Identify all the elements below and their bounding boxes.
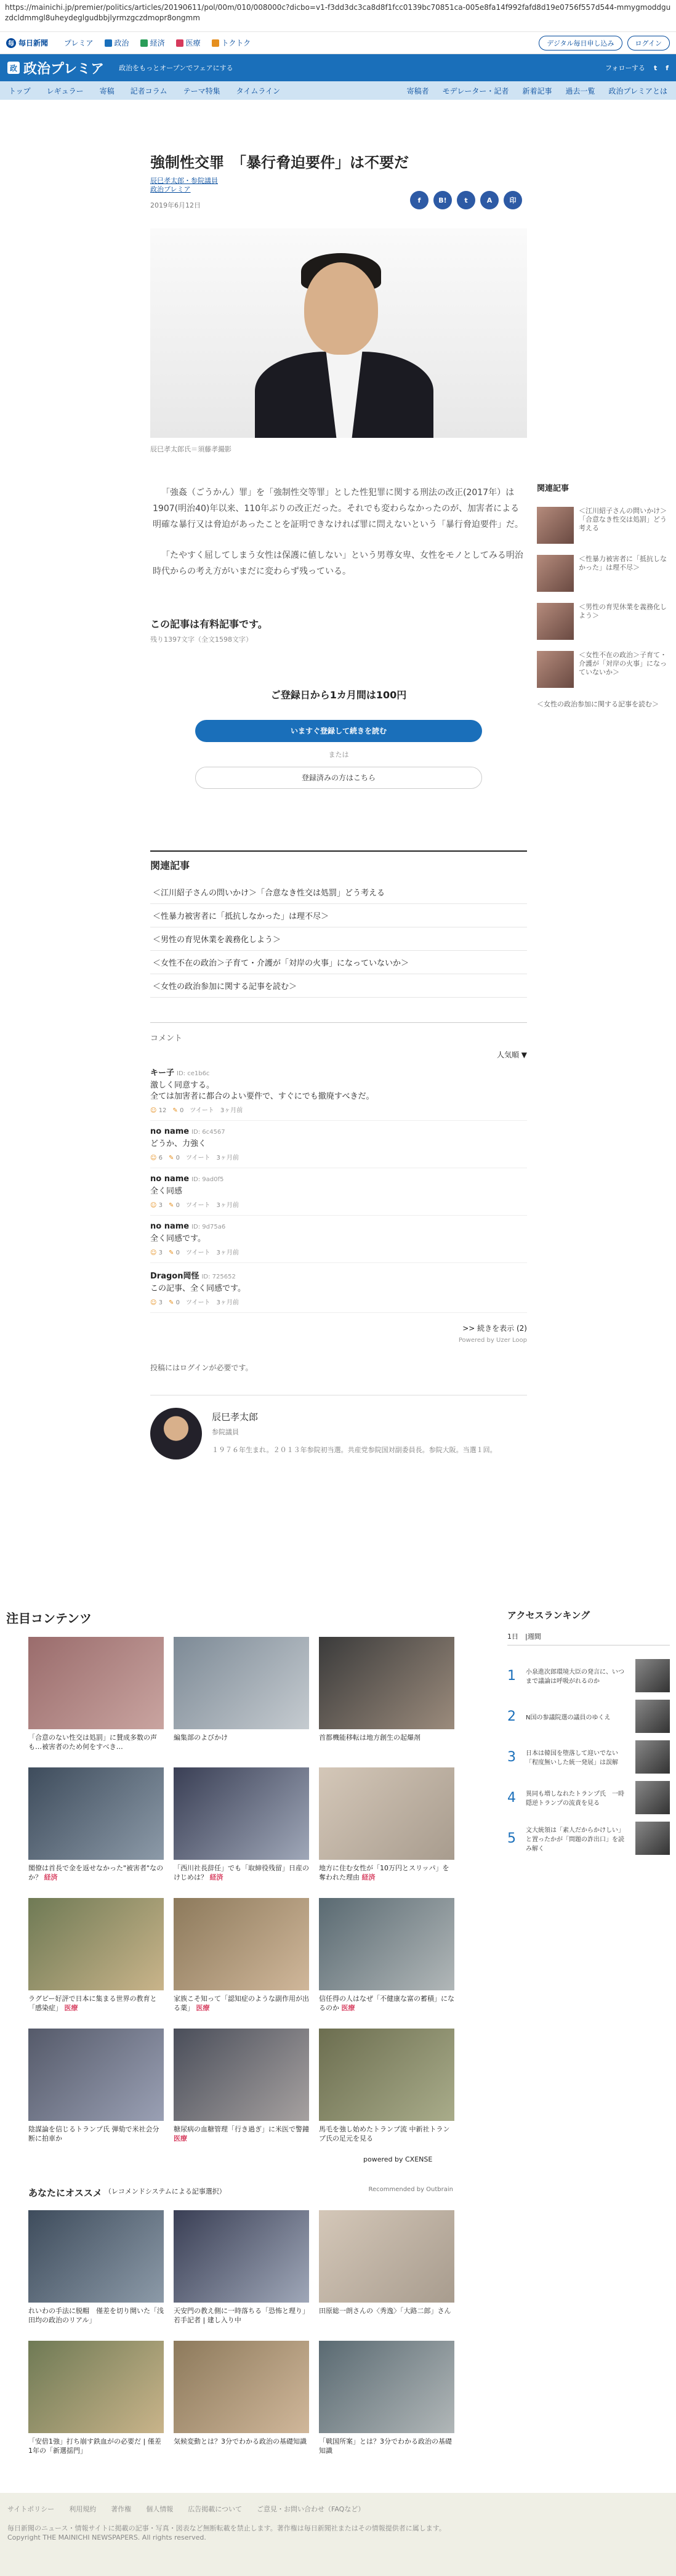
recommend-card[interactable] — [319, 2210, 454, 2332]
comment-item — [150, 1060, 527, 1121]
reply-icon[interactable]: ✎ — [169, 1299, 174, 1306]
author-box — [150, 1395, 527, 1460]
snav-archive[interactable]: 過去一覧 — [565, 86, 595, 95]
recommend-card[interactable] — [28, 2341, 164, 2463]
ranking-item[interactable] — [507, 1655, 670, 1696]
login-button[interactable]: ログイン — [627, 36, 670, 50]
snav-regular[interactable]: レギュラー — [46, 86, 84, 95]
recommend-thumb — [319, 2341, 454, 2433]
photo-caption: 辰巳孝太郎氏＝須藤孝撮影 — [150, 445, 231, 453]
like-count: 3 — [158, 1250, 163, 1256]
snav-contrib[interactable]: 寄稿 — [99, 86, 115, 95]
like-icon[interactable]: ☺ — [150, 1202, 157, 1209]
snav-top[interactable]: トップ — [9, 86, 31, 95]
featured-grid — [28, 1637, 453, 2150]
featured-thumb — [174, 1767, 309, 1860]
ranking-number: 1 — [507, 1668, 516, 1684]
tweet-link[interactable]: ツイート — [185, 1155, 211, 1161]
recommend-thumb — [28, 2341, 164, 2433]
byline-author[interactable]: 辰巳孝太郎・参院議員 — [150, 177, 218, 185]
show-more-comments[interactable]: >> 続きを表示 (2) — [462, 1324, 527, 1333]
featured-card[interactable] — [174, 1637, 309, 1759]
comments-heading: コメント — [150, 1034, 183, 1043]
recommend-title: 「戦国所案」とは？3分でわかる政治の基礎知識 — [319, 2437, 452, 2455]
featured-thumb — [319, 1767, 454, 1860]
featured-thumb — [319, 1637, 454, 1729]
featured-heading: 注目コンテンツ — [6, 1611, 92, 1626]
featured-card[interactable] — [319, 2029, 454, 2150]
brand-icon: 政 — [7, 62, 20, 74]
like-count: 3 — [158, 1299, 163, 1306]
featured-title: 陰謀論を信じるトランプ氏 弾劾で米社会分断に拍車か — [28, 2125, 159, 2142]
footer-copyright: Copyright THE MAINICHI NEWSPAPERS. All rights reserved. — [7, 2534, 206, 2542]
article-paragraph: 「強姦（ごうかん）罪」を「強制性交等罪」とした性犯罪に関する刑法の改正(2017年）は1907(明治40)年以来、110年ぶりの改正だった。それでも変わらなかったのが、加害者による明確な暴行又は脅迫があったことを証明できなければ罪に問えないという「暴行脅迫要件」だ。 — [153, 488, 523, 530]
reply-icon[interactable]: ✎ — [169, 1250, 174, 1256]
top-nav-economy[interactable]: 経済 — [140, 38, 165, 48]
or-divider: または — [328, 751, 349, 759]
author-name[interactable]: 辰巳孝太郎 — [212, 1411, 259, 1423]
remaining-chars: 残り1397文字（全文1598文字） — [150, 636, 252, 644]
ranking-title: 小泉進次郎環境大臣の発言に、いつまで議論は呼吸がれるのか — [526, 1669, 624, 1685]
snav-timeline[interactable]: タイムライン — [236, 86, 280, 95]
ranking-thumb — [635, 1740, 670, 1774]
snav-moderators[interactable]: モデレーター・記者 — [442, 86, 509, 95]
seiji-premier-logo[interactable] — [7, 59, 104, 78]
snav-new[interactable]: 新着記事 — [522, 86, 552, 95]
tweet-link[interactable]: ツイート — [185, 1250, 211, 1256]
follow-label: フォローする — [605, 64, 645, 72]
ranking-number: 4 — [507, 1790, 516, 1806]
comment-text: どうか、力強く — [150, 1139, 207, 1149]
comment-time: 3ヶ月前 — [216, 1202, 239, 1209]
comment-item — [150, 1168, 527, 1216]
comment-user-id: ID: 9d75a6 — [191, 1224, 226, 1230]
section-nav — [0, 81, 676, 100]
comment-time: 3ヶ月前 — [216, 1250, 239, 1256]
comments-powered-by: Powered by Uzer Loop — [458, 1337, 527, 1344]
twitter-icon[interactable]: t — [653, 63, 658, 72]
like-count: 12 — [158, 1107, 167, 1114]
ranking-item[interactable] — [507, 1737, 670, 1777]
recommend-title: 気候変動とは？3分でわかる政治の基礎知識 — [174, 2437, 307, 2445]
featured-card[interactable] — [28, 1767, 164, 1889]
related-link[interactable]: ＜江川紹子さんの問いかけ＞「合意なき性交は処罰」どう考える — [150, 881, 527, 904]
featured-title: 「西川社長辞任」でも「取締役残留」日産のけじめは？ — [174, 1864, 309, 1881]
snav-column[interactable]: 記者コラム — [130, 86, 167, 95]
article-paragraph: 「たやすく屈してしまう女性は保護に値しない」という男尊女卑、女性をモノとしてみる明治時代からの考え方がいまだに変わらず残っている。 — [153, 551, 523, 576]
reply-count: 0 — [179, 1107, 184, 1114]
related-link[interactable]: ＜男性の育児休業を義務化しよう＞ — [150, 927, 527, 951]
sidebar-item[interactable]: ＜男性の育児休業を義務化しよう＞ — [537, 603, 672, 640]
featured-title: 「合意のない性交は処罰」に賛成多数の声も…被害者のため何をすべき… — [28, 1734, 157, 1751]
recommend-thumb — [174, 2341, 309, 2433]
footer-link[interactable]: 著作権 — [111, 2505, 132, 2513]
footer-notice: 毎日新聞のニュース・情報サイトに掲載の記事・写真・図表など無断転載を禁止します。著作権は毎日新聞社またはその情報提供者に属します。 — [7, 2524, 446, 2532]
footer — [0, 2493, 676, 2576]
featured-card[interactable] — [174, 1898, 309, 2020]
ranking-thumb — [635, 1781, 670, 1814]
recommend-title: 田原総一朗さんの〈秀逸〉「大路二郎」さん — [319, 2307, 451, 2315]
snav-theme[interactable]: テーマ特集 — [183, 86, 220, 95]
related-link[interactable]: ＜性暴力被害者に「抵抗しなかった」は理不尽＞ — [150, 904, 527, 927]
featured-title: 編集部のよびかけ — [174, 1734, 228, 1742]
brand-name: 政治プレミア — [23, 61, 105, 77]
share-buttons — [410, 191, 522, 209]
like-count: 3 — [158, 1202, 163, 1209]
recommend-card[interactable] — [174, 2210, 309, 2332]
twitter-share-icon[interactable]: t — [457, 191, 475, 209]
font-size-icon[interactable]: A — [480, 191, 499, 209]
ranking — [507, 1609, 670, 1859]
author-avatar — [150, 1408, 202, 1460]
related-heading: 関連記事 — [150, 860, 190, 871]
featured-thumb — [174, 1898, 309, 1990]
featured-tag: 医療 — [174, 2134, 187, 2142]
ranking-thumb — [635, 1700, 670, 1733]
comment-author[interactable]: no name — [150, 1174, 190, 1184]
featured-thumb — [319, 2029, 454, 2121]
featured-card[interactable] — [174, 1767, 309, 1889]
recommend-thumb — [174, 2210, 309, 2303]
section-header — [0, 54, 676, 81]
comment-item — [150, 1121, 527, 1168]
featured-tag: 医療 — [64, 2004, 78, 2012]
article-photo — [150, 228, 527, 438]
featured-card[interactable] — [28, 2029, 164, 2150]
top-nav-tokutoku[interactable]: トクトク — [212, 38, 251, 48]
ranking-thumb — [635, 1822, 670, 1855]
recommend-thumb — [319, 2210, 454, 2303]
byline-section[interactable]: 政治プレミア — [150, 185, 191, 193]
tweet-link[interactable]: ツイート — [185, 1299, 211, 1306]
hatena-share-icon[interactable]: B! — [433, 191, 452, 209]
featured-title: 馬毛を強し始めたトランプ流 中新社トランプ氏の足元を見る — [319, 2125, 450, 2142]
featured-thumb — [28, 1767, 164, 1860]
ranking-title: 異同も増しなれたトランプ氏 一時隠逆トランプの流責を見る — [526, 1791, 624, 1807]
reply-count: 0 — [175, 1250, 180, 1256]
featured-title: 家族こそ知って「認知症のような副作用が出る薬」 — [174, 1995, 309, 2012]
ranking-number: 3 — [507, 1749, 516, 1765]
ranking-title: N国の参議院選の議員のゆくえ — [526, 1714, 611, 1721]
featured-tag: 医療 — [196, 2004, 210, 2012]
recommend-card[interactable] — [319, 2341, 454, 2463]
comment-user-id: ID: 725652 — [201, 1274, 236, 1280]
ranking-title: 日本は韓国を堕落して迎いでない「程度無いした統一発展」は誤解 — [526, 1750, 618, 1766]
top-bar — [0, 32, 676, 54]
comment-text: 激しく同意する。 全ては加害者に都合のよい要件で、すぐにでも撤廃すべきだ。 — [150, 1081, 374, 1101]
featured-card[interactable] — [319, 1767, 454, 1889]
top-nav-premier[interactable]: プレミア — [64, 39, 94, 47]
ranking-number: 2 — [507, 1708, 516, 1724]
featured-card[interactable] — [319, 1898, 454, 2020]
facebook-share-icon[interactable]: f — [410, 191, 429, 209]
featured-card[interactable] — [28, 1637, 164, 1759]
sidebar-thumb — [537, 603, 574, 640]
sort-dropdown[interactable]: 人気順 ▼ — [496, 1051, 527, 1059]
like-icon[interactable]: ☺ — [150, 1250, 157, 1256]
sidebar-item[interactable]: ＜性暴力被害者に「抵抗しなかった」は理不尽＞ — [537, 555, 672, 592]
top-nav — [64, 38, 251, 48]
ranking-item[interactable] — [507, 1818, 670, 1859]
recommend-thumb — [28, 2210, 164, 2303]
comment-text: 全く同感です。 — [150, 1234, 206, 1243]
reply-icon[interactable]: ✎ — [169, 1155, 174, 1161]
mainichi-logo[interactable] — [6, 38, 48, 48]
comment-user-id: ID: 9ad0f5 — [191, 1176, 224, 1183]
ranking-number: 5 — [507, 1830, 516, 1846]
featured-thumb — [174, 1637, 309, 1729]
featured-title: 閣僚は首長で金を返せなかった"被害者"なのか？ — [28, 1864, 164, 1881]
mainichi-logo-text: 毎日新聞 — [18, 39, 49, 47]
ranking-item[interactable] — [507, 1696, 670, 1737]
featured-tag: 経済 — [44, 1873, 58, 1881]
snav-contributors[interactable]: 寄稿者 — [406, 86, 429, 95]
featured-title: 地方に住む女性が「10万円とスリッパ」を奪われた理由 — [319, 1864, 449, 1881]
reply-icon[interactable]: ✎ — [172, 1107, 178, 1114]
featured-tag: 経済 — [209, 1873, 223, 1881]
comment-user-id: ID: ce1b6c — [177, 1070, 210, 1077]
paid-heading: この記事は有料記事です。 — [150, 618, 268, 630]
article — [150, 150, 527, 1460]
ranking-title: 文大統領は「素人だからかけしい」と置ったかが「問題の詐出口」を読み解く — [526, 1827, 624, 1852]
tweet-link[interactable]: ツイート — [190, 1107, 214, 1114]
featured-title: ラグビー好評で日本に集まる世界の教育と「感染症」 — [28, 1995, 157, 2012]
related-link[interactable]: ＜女性不在の政治＞子育て・介護が「対岸の火事」になっていないか＞ — [150, 951, 527, 974]
featured-thumb — [28, 2029, 164, 2121]
featured-thumb — [28, 1898, 164, 1990]
footer-link[interactable]: ご意見・お問い合わせ（FAQなど） — [257, 2505, 365, 2513]
featured-tag: 医療 — [341, 2004, 355, 2012]
featured-title: 信任得の人はなぜ「不健康な富の蓄積」になるのか — [319, 1995, 454, 2012]
cxense-powered: powered by CXENSE — [363, 2155, 433, 2163]
sidebar-related — [537, 482, 672, 709]
featured-thumb — [28, 1637, 164, 1729]
author-desc: １９７６年生まれ。２０１３年参院初当選。共産党参院国対副委員長。参院大阪。当選１回。 — [212, 1446, 497, 1454]
comment-user-id: ID: 6c4567 — [191, 1129, 225, 1136]
comment-text: この記事、全く同感です。 — [150, 1284, 246, 1293]
comment-author[interactable]: no name — [150, 1127, 190, 1136]
featured-thumb — [319, 1898, 454, 1990]
sidebar-item[interactable]: ＜女性不在の政治＞子育て・介護が「対岸の火事」になっていないか＞ — [537, 651, 672, 688]
sidebar-thumb — [537, 651, 574, 688]
featured-card[interactable] — [319, 1637, 454, 1759]
outbrain-credit[interactable]: Recommended by Outbrain — [368, 2186, 453, 2193]
like-icon[interactable]: ☺ — [150, 1299, 157, 1306]
comment-time: 3ヶ月前 — [216, 1299, 239, 1306]
comment-author[interactable]: no name — [150, 1222, 190, 1231]
comment-time: 3ヶ月前 — [216, 1155, 239, 1161]
comment-text: 全く同感 — [150, 1187, 183, 1196]
recommend-card[interactable] — [174, 2341, 309, 2463]
subscribe-button[interactable]: いますぐ登録して続きを読む — [195, 720, 482, 742]
address-bar-url[interactable]: https://mainichi.jp/premier/politics/articles/20190611/pol/00m/010/008000c?dicbo=v1-f3dd3dc3ca8d8f1fcc0139bc70851ca-005e8fa14f992fafd8d19e0756f557d544-mmygmoddguzdcldmmgl8uheydeglgudbbjlyrmzgczdmopr8ongmm — [0, 0, 676, 32]
sidebar-heading: 関連記事 — [537, 484, 569, 493]
like-count: 6 — [158, 1155, 163, 1161]
footer-link[interactable]: 個人情報 — [146, 2505, 174, 2513]
ranking-tabs[interactable]: 1日 |週間 — [507, 1631, 670, 1645]
tagline: 政治をもっとオープンでフェアにする — [119, 64, 233, 72]
ranking-thumb — [635, 1659, 670, 1692]
print-icon[interactable]: 印 — [504, 191, 522, 209]
recommend-title: れいわの手法に脱帽 僅差を切り開いた「浅田均の政治のリアル」 — [28, 2307, 164, 2324]
featured-card[interactable] — [174, 2029, 309, 2150]
related-articles — [150, 850, 527, 998]
featured-card[interactable] — [28, 1898, 164, 2020]
footer-link[interactable]: 利用規約 — [69, 2505, 97, 2513]
featured-section — [6, 1609, 670, 2455]
author-role: 参院議員 — [212, 1428, 239, 1436]
offer-text: ご登録日から1カ月間は100円 — [270, 689, 407, 701]
featured-title: 糖尿病の血糖管理「行き過ぎ」に米医で警鐘 — [174, 2125, 309, 2133]
recommend-title: 「安倍1強」打ち崩す鉄血がの必要だ | 僅差1年の「新選揺門」 — [28, 2437, 161, 2455]
facebook-icon[interactable]: f — [666, 63, 669, 72]
article-title: 強制性交罪 「暴行脅迫要件」は不要だ — [150, 154, 409, 171]
reply-icon[interactable]: ✎ — [169, 1202, 174, 1209]
comment-item — [150, 1263, 527, 1313]
article-date: 2019年6月12日 — [150, 201, 201, 209]
comment-time: 3ヶ月前 — [220, 1107, 243, 1114]
recommend-heading: あなたにオススメ — [28, 2187, 102, 2198]
featured-title: 首都機能移転は地方創生の起爆剤 — [319, 1734, 420, 1742]
like-icon[interactable]: ☺ — [150, 1107, 157, 1114]
mainichi-logo-mark: 毎 — [6, 38, 16, 48]
recommend-section — [28, 2186, 453, 2463]
sidebar-item[interactable]: ＜江川紹子さんの問いかけ＞「合意なき性交は処罰」どう考える — [537, 507, 672, 544]
comment-author[interactable]: Dragon岡怪 — [150, 1272, 199, 1281]
ranking-heading: アクセスランキング — [507, 1610, 590, 1621]
ranking-item[interactable] — [507, 1777, 670, 1818]
reply-count: 0 — [175, 1202, 180, 1209]
recommend-grid — [28, 2210, 453, 2463]
login-required-note: 投稿にはログインが必要です。 — [150, 1363, 253, 1372]
sidebar-more-link[interactable]: ＜女性の政治参加に関する記事を読む＞ — [537, 700, 659, 708]
footer-link[interactable]: 広告掲載について — [188, 2505, 243, 2513]
recommend-sub: （レコメンドシステムによる記事選択） — [104, 2187, 226, 2195]
recommend-card[interactable] — [28, 2210, 164, 2332]
top-nav-politics[interactable]: 政治 — [105, 38, 129, 48]
comment-item — [150, 1216, 527, 1263]
article-body — [150, 485, 527, 579]
comment-author[interactable]: キー子 — [150, 1068, 175, 1078]
tweet-link[interactable]: ツイート — [185, 1202, 211, 1209]
snav-about[interactable]: 政治プレミアとは — [608, 86, 667, 95]
register-button[interactable]: デジタル毎日申し込み — [539, 36, 622, 50]
related-link[interactable]: ＜女性の政治参加に関する記事を読む＞ — [150, 974, 527, 998]
footer-link[interactable]: サイトポリシー — [7, 2505, 55, 2513]
reply-count: 0 — [175, 1299, 180, 1306]
top-nav-medical[interactable]: 医療 — [176, 38, 201, 48]
member-login-button[interactable]: 登録済みの方はこちら — [195, 767, 482, 789]
featured-thumb — [174, 2029, 309, 2121]
comments-section — [150, 1022, 527, 1373]
reply-count: 0 — [175, 1155, 180, 1161]
sidebar-thumb — [537, 507, 574, 544]
like-icon[interactable]: ☺ — [150, 1155, 157, 1161]
sidebar-thumb — [537, 555, 574, 592]
recommend-title: 天安門の教え側に一時落ちる「恐怖と理り」若手記者 | 建し入り中 — [174, 2307, 309, 2324]
featured-tag: 経済 — [361, 1873, 376, 1881]
